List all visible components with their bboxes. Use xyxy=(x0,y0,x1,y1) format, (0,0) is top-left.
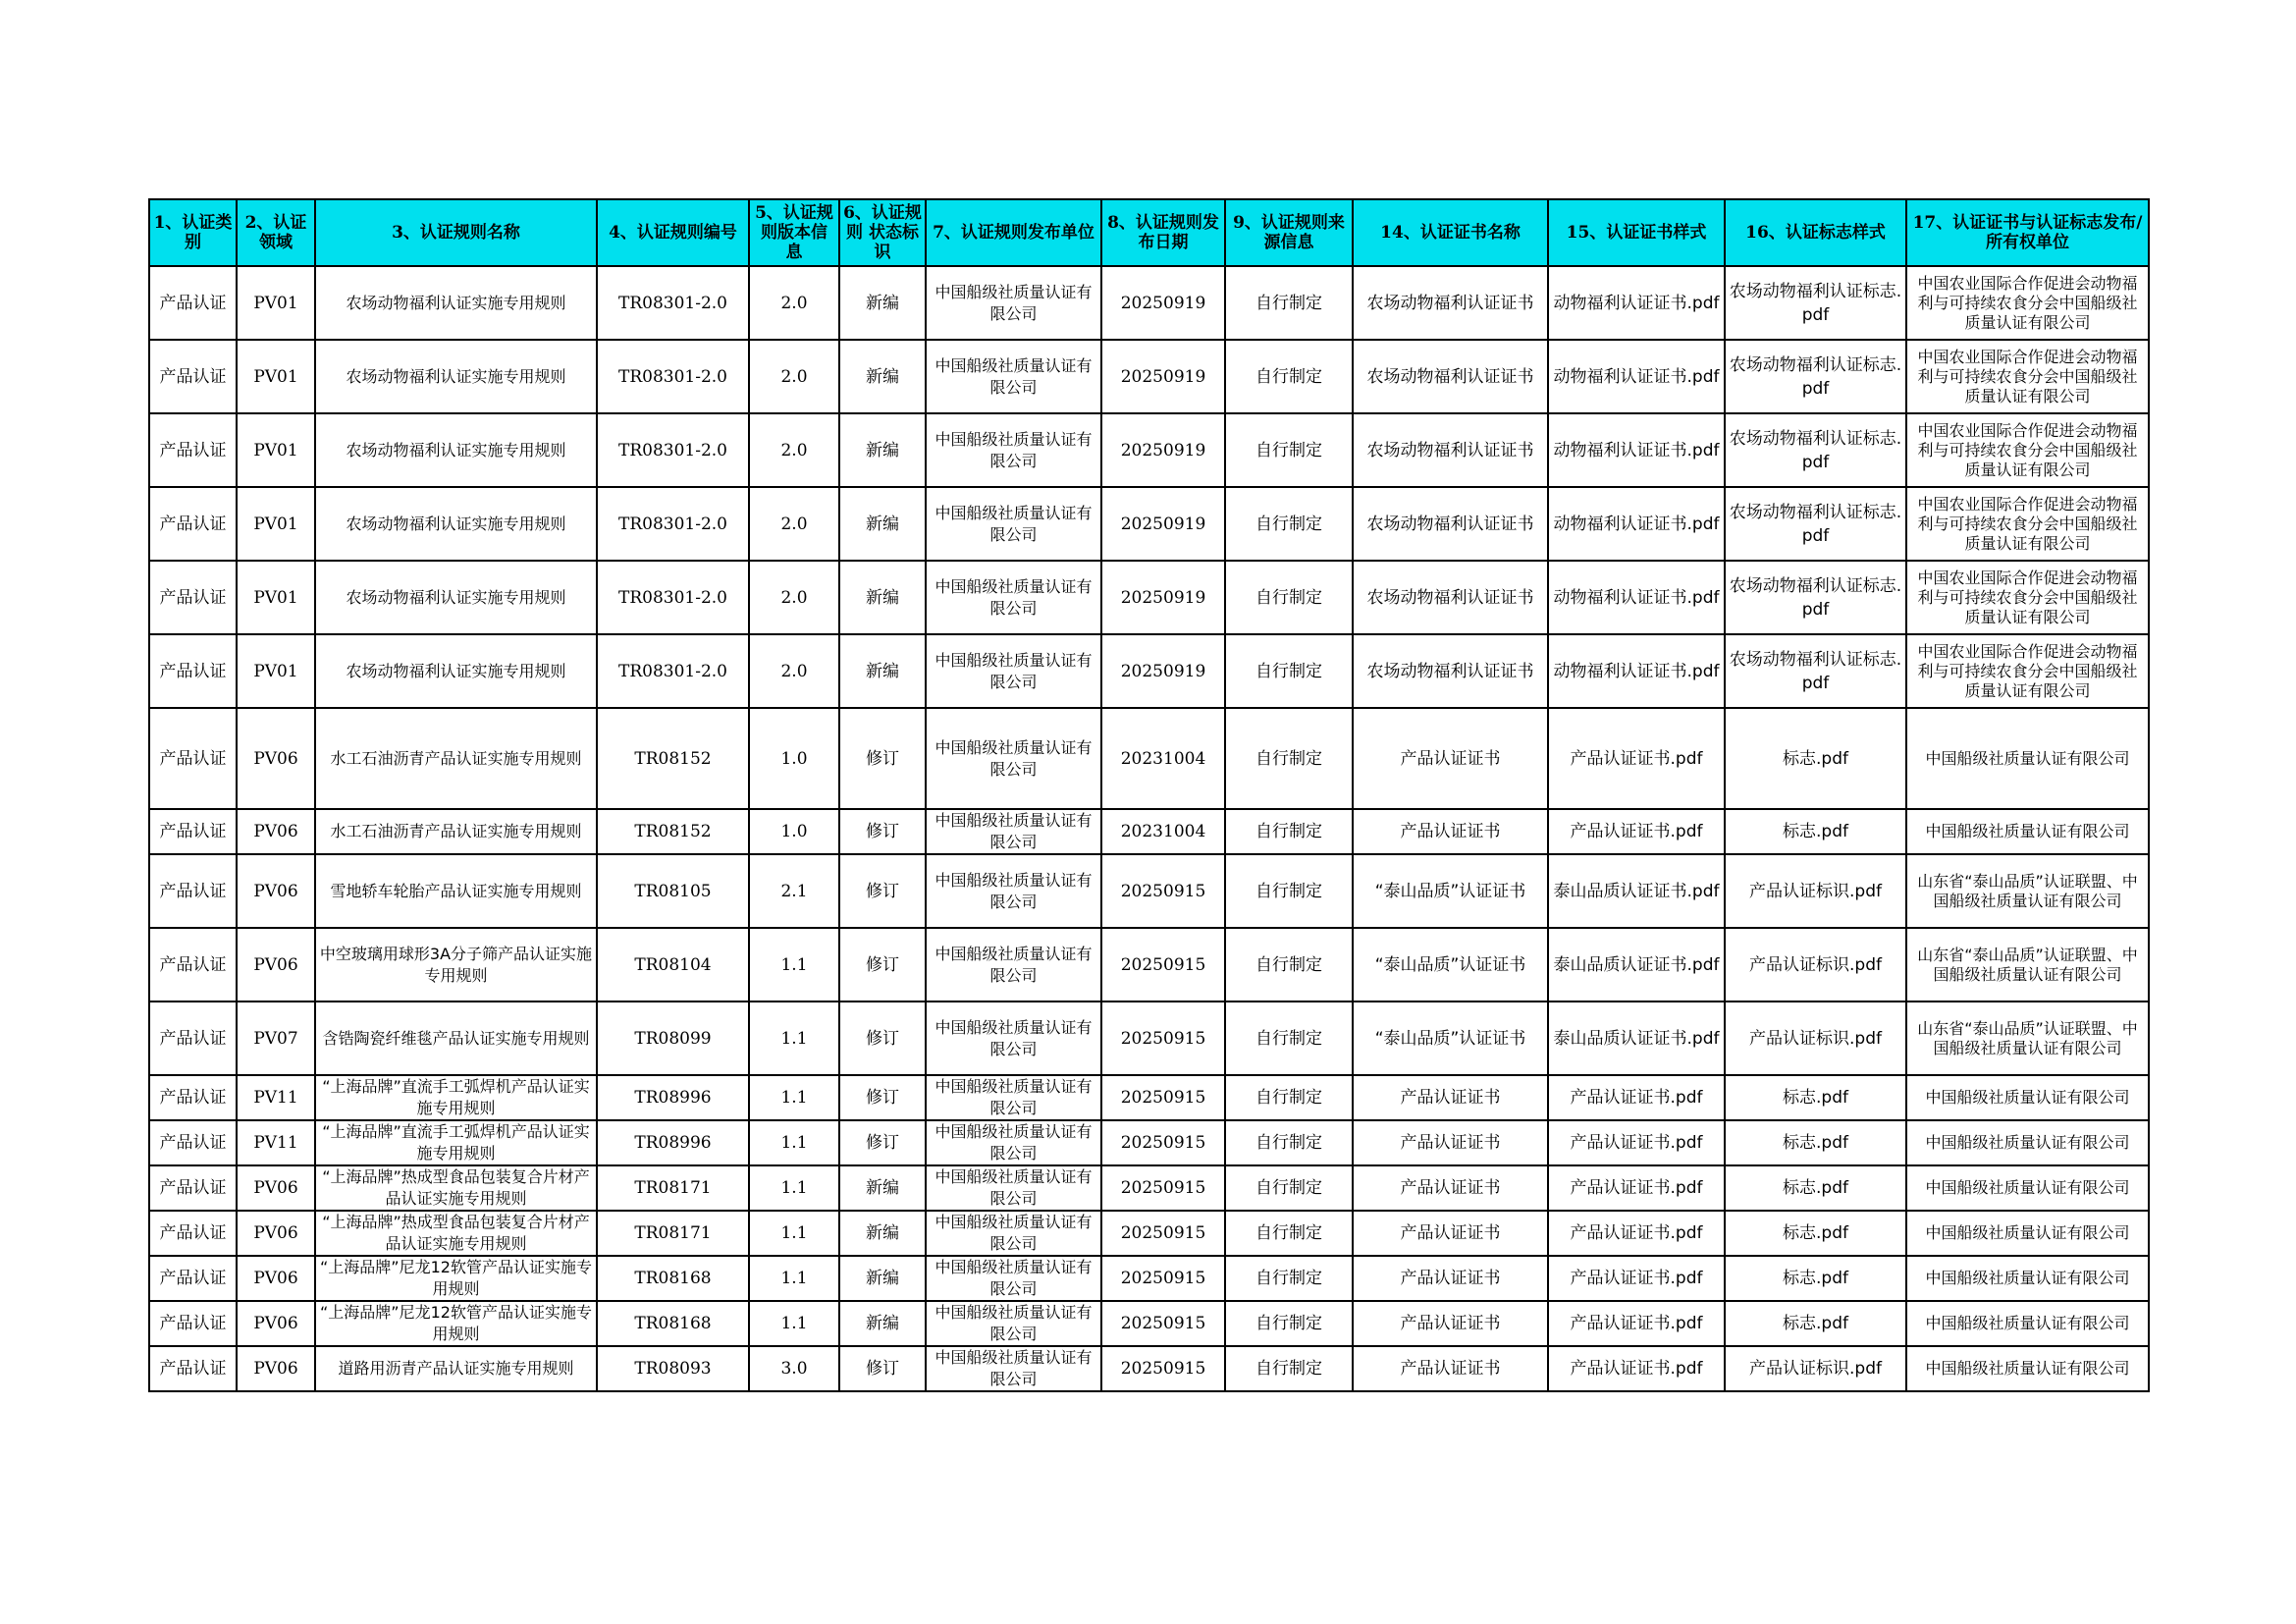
rule-status-cell: 新编 xyxy=(839,413,926,487)
table-row xyxy=(149,1075,2149,1120)
rule-issuer-cell: 中国船级社质量认证有限公司 xyxy=(926,1346,1101,1391)
mark-style-cell: 标志.pdf xyxy=(1725,809,1906,854)
rule-name-cell: 农场动物福利认证实施专用规则 xyxy=(315,413,597,487)
table-row xyxy=(149,561,2149,634)
cert-name-cell: 产品认证证书 xyxy=(1353,1165,1548,1211)
rule-issuer-cell: 中国船级社质量认证有限公司 xyxy=(926,487,1101,561)
cert-name-cell: 产品认证证书 xyxy=(1353,708,1548,809)
cert-type-cell: 产品认证 xyxy=(149,413,237,487)
rule-name-cell: “上海品牌”热成型食品包装复合片材产品认证实施专用规则 xyxy=(315,1165,597,1211)
cert-style-cell: 产品认证证书.pdf xyxy=(1548,1256,1725,1301)
cert-type-cell: 产品认证 xyxy=(149,1001,237,1075)
table-row xyxy=(149,1346,2149,1391)
rule-issuer-cell: 中国船级社质量认证有限公司 xyxy=(926,1120,1101,1165)
cert-type-cell: 产品认证 xyxy=(149,1120,237,1165)
rule-source-cell: 自行制定 xyxy=(1225,1165,1353,1211)
mark-style-cell: 标志.pdf xyxy=(1725,1256,1906,1301)
table-row xyxy=(149,340,2149,413)
cert-type-cell: 产品认证 xyxy=(149,634,237,708)
header-rule-code: 4、认证规则编号 xyxy=(597,199,749,266)
rule-code-cell: TR08996 xyxy=(597,1120,749,1165)
rule-version-cell: 1.1 xyxy=(749,928,839,1001)
cert-field-cell: PV01 xyxy=(237,487,315,561)
rule-issuer-cell: 中国船级社质量认证有限公司 xyxy=(926,809,1101,854)
rule-status-cell: 新编 xyxy=(839,266,926,340)
cert-field-cell: PV01 xyxy=(237,634,315,708)
rule-version-cell: 2.1 xyxy=(749,854,839,928)
mark-style-cell: 农场动物福利认证标志.pdf xyxy=(1725,413,1906,487)
rule-source-cell: 自行制定 xyxy=(1225,1211,1353,1256)
rule-status-cell: 修订 xyxy=(839,1001,926,1075)
cert-field-cell: PV01 xyxy=(237,340,315,413)
rule-code-cell: TR08301-2.0 xyxy=(597,266,749,340)
rule-code-cell: TR08152 xyxy=(597,708,749,809)
header-rule-source: 9、认证规则来源信息 xyxy=(1225,199,1353,266)
mark-style-cell: 产品认证标识.pdf xyxy=(1725,1001,1906,1075)
rule-source-cell: 自行制定 xyxy=(1225,413,1353,487)
cert-field-cell: PV06 xyxy=(237,708,315,809)
owner-cell: 山东省“泰山品质”认证联盟、中国船级社质量认证有限公司 xyxy=(1906,928,2149,1001)
rule-version-cell: 1.1 xyxy=(749,1301,839,1346)
table-row xyxy=(149,928,2149,1001)
cert-field-cell: PV06 xyxy=(237,809,315,854)
rule-code-cell: TR08301-2.0 xyxy=(597,634,749,708)
mark-style-cell: 标志.pdf xyxy=(1725,1075,1906,1120)
cert-field-cell: PV06 xyxy=(237,1211,315,1256)
cert-name-cell: 农场动物福利认证证书 xyxy=(1353,413,1548,487)
rule-name-cell: 农场动物福利认证实施专用规则 xyxy=(315,561,597,634)
rule-source-cell: 自行制定 xyxy=(1225,1256,1353,1301)
rule-name-cell: 农场动物福利认证实施专用规则 xyxy=(315,634,597,708)
rule-version-cell: 3.0 xyxy=(749,1346,839,1391)
rule-issuer-cell: 中国船级社质量认证有限公司 xyxy=(926,1075,1101,1120)
rule-code-cell: TR08105 xyxy=(597,854,749,928)
rule-status-cell: 新编 xyxy=(839,561,926,634)
mark-style-cell: 农场动物福利认证标志.pdf xyxy=(1725,340,1906,413)
rule-date-cell: 20250919 xyxy=(1101,634,1225,708)
owner-cell: 中国船级社质量认证有限公司 xyxy=(1906,708,2149,809)
rule-version-cell: 1.1 xyxy=(749,1165,839,1211)
cert-style-cell: 泰山品质认证证书.pdf xyxy=(1548,1001,1725,1075)
rule-status-cell: 修订 xyxy=(839,1346,926,1391)
table-row xyxy=(149,1165,2149,1211)
cert-field-cell: PV06 xyxy=(237,1256,315,1301)
rule-status-cell: 修订 xyxy=(839,854,926,928)
rule-issuer-cell: 中国船级社质量认证有限公司 xyxy=(926,854,1101,928)
cert-type-cell: 产品认证 xyxy=(149,1211,237,1256)
rule-name-cell: 农场动物福利认证实施专用规则 xyxy=(315,487,597,561)
rule-code-cell: TR08996 xyxy=(597,1075,749,1120)
mark-style-cell: 产品认证标识.pdf xyxy=(1725,1346,1906,1391)
table-row xyxy=(149,1120,2149,1165)
rule-issuer-cell: 中国船级社质量认证有限公司 xyxy=(926,266,1101,340)
cert-name-cell: 产品认证证书 xyxy=(1353,1301,1548,1346)
rule-issuer-cell: 中国船级社质量认证有限公司 xyxy=(926,340,1101,413)
rule-date-cell: 20250915 xyxy=(1101,1301,1225,1346)
cert-type-cell: 产品认证 xyxy=(149,1301,237,1346)
rule-code-cell: TR08171 xyxy=(597,1165,749,1211)
rule-date-cell: 20250915 xyxy=(1101,854,1225,928)
rule-issuer-cell: 中国船级社质量认证有限公司 xyxy=(926,634,1101,708)
cert-name-cell: “泰山品质”认证证书 xyxy=(1353,928,1548,1001)
header-rule-status: 6、认证规则 状态标识 xyxy=(839,199,926,266)
rule-version-cell: 1.1 xyxy=(749,1120,839,1165)
rule-version-cell: 2.0 xyxy=(749,413,839,487)
rule-date-cell: 20250919 xyxy=(1101,413,1225,487)
rule-code-cell: TR08093 xyxy=(597,1346,749,1391)
rule-date-cell: 20231004 xyxy=(1101,708,1225,809)
rule-source-cell: 自行制定 xyxy=(1225,1120,1353,1165)
cert-name-cell: 产品认证证书 xyxy=(1353,1075,1548,1120)
rule-date-cell: 20250915 xyxy=(1101,928,1225,1001)
rule-code-cell: TR08152 xyxy=(597,809,749,854)
rule-version-cell: 2.0 xyxy=(749,266,839,340)
cert-style-cell: 产品认证证书.pdf xyxy=(1548,1165,1725,1211)
cert-name-cell: “泰山品质”认证证书 xyxy=(1353,854,1548,928)
cert-type-cell: 产品认证 xyxy=(149,1165,237,1211)
rule-name-cell: 农场动物福利认证实施专用规则 xyxy=(315,266,597,340)
rule-version-cell: 1.1 xyxy=(749,1001,839,1075)
rule-name-cell: 中空玻璃用球形3A分子筛产品认证实施专用规则 xyxy=(315,928,597,1001)
cert-style-cell: 产品认证证书.pdf xyxy=(1548,1301,1725,1346)
rule-version-cell: 1.1 xyxy=(749,1075,839,1120)
cert-field-cell: PV06 xyxy=(237,854,315,928)
table-row xyxy=(149,854,2149,928)
rule-date-cell: 20250915 xyxy=(1101,1165,1225,1211)
rule-date-cell: 20250915 xyxy=(1101,1001,1225,1075)
mark-style-cell: 农场动物福利认证标志.pdf xyxy=(1725,634,1906,708)
rule-code-cell: TR08168 xyxy=(597,1256,749,1301)
cert-name-cell: 农场动物福利认证证书 xyxy=(1353,561,1548,634)
rule-name-cell: “上海品牌”直流手工弧焊机产品认证实施专用规则 xyxy=(315,1120,597,1165)
rule-name-cell: 道路用沥青产品认证实施专用规则 xyxy=(315,1346,597,1391)
rule-name-cell: 水工石油沥青产品认证实施专用规则 xyxy=(315,708,597,809)
mark-style-cell: 农场动物福利认证标志.pdf xyxy=(1725,561,1906,634)
rule-status-cell: 修订 xyxy=(839,928,926,1001)
rule-status-cell: 新编 xyxy=(839,1211,926,1256)
rule-code-cell: TR08301-2.0 xyxy=(597,487,749,561)
rule-name-cell: “上海品牌”热成型食品包装复合片材产品认证实施专用规则 xyxy=(315,1211,597,1256)
owner-cell: 中国农业国际合作促进会动物福利与可持续农食分会中国船级社质量认证有限公司 xyxy=(1906,634,2149,708)
cert-name-cell: 农场动物福利认证证书 xyxy=(1353,487,1548,561)
cert-style-cell: 泰山品质认证证书.pdf xyxy=(1548,854,1725,928)
cert-name-cell: 农场动物福利认证证书 xyxy=(1353,340,1548,413)
cert-name-cell: 农场动物福利认证证书 xyxy=(1353,266,1548,340)
rule-code-cell: TR08301-2.0 xyxy=(597,413,749,487)
cert-name-cell: 产品认证证书 xyxy=(1353,1211,1548,1256)
owner-cell: 中国农业国际合作促进会动物福利与可持续农食分会中国船级社质量认证有限公司 xyxy=(1906,266,2149,340)
table-row xyxy=(149,1211,2149,1256)
rule-issuer-cell: 中国船级社质量认证有限公司 xyxy=(926,561,1101,634)
cert-type-cell: 产品认证 xyxy=(149,561,237,634)
rule-status-cell: 新编 xyxy=(839,1256,926,1301)
cert-type-cell: 产品认证 xyxy=(149,928,237,1001)
table-row xyxy=(149,487,2149,561)
rule-date-cell: 20250919 xyxy=(1101,561,1225,634)
owner-cell: 中国农业国际合作促进会动物福利与可持续农食分会中国船级社质量认证有限公司 xyxy=(1906,561,2149,634)
cert-field-cell: PV11 xyxy=(237,1120,315,1165)
cert-type-cell: 产品认证 xyxy=(149,854,237,928)
cert-style-cell: 动物福利认证证书.pdf xyxy=(1548,561,1725,634)
cert-style-cell: 动物福利认证证书.pdf xyxy=(1548,634,1725,708)
cert-name-cell: 产品认证证书 xyxy=(1353,1256,1548,1301)
rule-issuer-cell: 中国船级社质量认证有限公司 xyxy=(926,928,1101,1001)
rule-code-cell: TR08301-2.0 xyxy=(597,561,749,634)
cert-field-cell: PV06 xyxy=(237,928,315,1001)
rule-version-cell: 2.0 xyxy=(749,634,839,708)
header-cert-name: 14、认证证书名称 xyxy=(1353,199,1548,266)
header-cert-field: 2、认证领域 xyxy=(237,199,315,266)
mark-style-cell: 农场动物福利认证标志.pdf xyxy=(1725,266,1906,340)
rule-name-cell: “上海品牌”尼龙12软管产品认证实施专用规则 xyxy=(315,1256,597,1301)
rule-source-cell: 自行制定 xyxy=(1225,1001,1353,1075)
table-row xyxy=(149,708,2149,809)
header-owner: 17、认证证书与认证标志发布/所有权单位 xyxy=(1906,199,2149,266)
rule-version-cell: 1.1 xyxy=(749,1211,839,1256)
table-body xyxy=(149,266,2149,1391)
rule-status-cell: 修订 xyxy=(839,1075,926,1120)
owner-cell: 中国船级社质量认证有限公司 xyxy=(1906,1346,2149,1391)
table-row xyxy=(149,1001,2149,1075)
table-row xyxy=(149,634,2149,708)
header-cert-style: 15、认证证书样式 xyxy=(1548,199,1725,266)
rule-status-cell: 新编 xyxy=(839,1301,926,1346)
rule-name-cell: 雪地轿车轮胎产品认证实施专用规则 xyxy=(315,854,597,928)
cert-style-cell: 动物福利认证证书.pdf xyxy=(1548,413,1725,487)
rule-status-cell: 新编 xyxy=(839,634,926,708)
mark-style-cell: 产品认证标识.pdf xyxy=(1725,854,1906,928)
mark-style-cell: 农场动物福利认证标志.pdf xyxy=(1725,487,1906,561)
header-rule-issuer: 7、认证规则发布单位 xyxy=(926,199,1101,266)
rule-issuer-cell: 中国船级社质量认证有限公司 xyxy=(926,1301,1101,1346)
cert-style-cell: 产品认证证书.pdf xyxy=(1548,1346,1725,1391)
rule-date-cell: 20250915 xyxy=(1101,1256,1225,1301)
rule-version-cell: 2.0 xyxy=(749,340,839,413)
rule-date-cell: 20250919 xyxy=(1101,266,1225,340)
cert-field-cell: PV01 xyxy=(237,561,315,634)
table-row xyxy=(149,1256,2149,1301)
rule-issuer-cell: 中国船级社质量认证有限公司 xyxy=(926,1256,1101,1301)
header-mark-style: 16、认证标志样式 xyxy=(1725,199,1906,266)
cert-field-cell: PV06 xyxy=(237,1301,315,1346)
mark-style-cell: 产品认证标识.pdf xyxy=(1725,928,1906,1001)
header-rule-version: 5、认证规则版本信息 xyxy=(749,199,839,266)
rule-source-cell: 自行制定 xyxy=(1225,266,1353,340)
rule-issuer-cell: 中国船级社质量认证有限公司 xyxy=(926,1165,1101,1211)
cert-style-cell: 产品认证证书.pdf xyxy=(1548,1075,1725,1120)
mark-style-cell: 标志.pdf xyxy=(1725,1165,1906,1211)
owner-cell: 中国农业国际合作促进会动物福利与可持续农食分会中国船级社质量认证有限公司 xyxy=(1906,413,2149,487)
rule-date-cell: 20231004 xyxy=(1101,809,1225,854)
rule-code-cell: TR08104 xyxy=(597,928,749,1001)
mark-style-cell: 标志.pdf xyxy=(1725,708,1906,809)
owner-cell: 中国农业国际合作促进会动物福利与可持续农食分会中国船级社质量认证有限公司 xyxy=(1906,340,2149,413)
rule-code-cell: TR08301-2.0 xyxy=(597,340,749,413)
rule-version-cell: 2.0 xyxy=(749,487,839,561)
mark-style-cell: 标志.pdf xyxy=(1725,1120,1906,1165)
rule-name-cell: 水工石油沥青产品认证实施专用规则 xyxy=(315,809,597,854)
owner-cell: 中国船级社质量认证有限公司 xyxy=(1906,1256,2149,1301)
cert-style-cell: 产品认证证书.pdf xyxy=(1548,1211,1725,1256)
rule-code-cell: TR08099 xyxy=(597,1001,749,1075)
cert-type-cell: 产品认证 xyxy=(149,266,237,340)
rule-source-cell: 自行制定 xyxy=(1225,634,1353,708)
owner-cell: 中国船级社质量认证有限公司 xyxy=(1906,1211,2149,1256)
cert-type-cell: 产品认证 xyxy=(149,1346,237,1391)
cert-style-cell: 产品认证证书.pdf xyxy=(1548,809,1725,854)
cert-field-cell: PV07 xyxy=(237,1001,315,1075)
rule-date-cell: 20250915 xyxy=(1101,1075,1225,1120)
rule-code-cell: TR08171 xyxy=(597,1211,749,1256)
rule-source-cell: 自行制定 xyxy=(1225,340,1353,413)
rule-source-cell: 自行制定 xyxy=(1225,1301,1353,1346)
header-row xyxy=(149,199,2149,266)
rule-name-cell: 含锆陶瓷纤维毯产品认证实施专用规则 xyxy=(315,1001,597,1075)
rule-code-cell: TR08168 xyxy=(597,1301,749,1346)
cert-style-cell: 动物福利认证证书.pdf xyxy=(1548,340,1725,413)
rule-source-cell: 自行制定 xyxy=(1225,809,1353,854)
rule-source-cell: 自行制定 xyxy=(1225,1075,1353,1120)
rule-status-cell: 修订 xyxy=(839,708,926,809)
rule-issuer-cell: 中国船级社质量认证有限公司 xyxy=(926,1001,1101,1075)
rule-issuer-cell: 中国船级社质量认证有限公司 xyxy=(926,1211,1101,1256)
rule-source-cell: 自行制定 xyxy=(1225,561,1353,634)
rule-status-cell: 修订 xyxy=(839,809,926,854)
cert-field-cell: PV01 xyxy=(237,413,315,487)
cert-name-cell: 产品认证证书 xyxy=(1353,1120,1548,1165)
rule-source-cell: 自行制定 xyxy=(1225,708,1353,809)
rule-issuer-cell: 中国船级社质量认证有限公司 xyxy=(926,413,1101,487)
cert-type-cell: 产品认证 xyxy=(149,487,237,561)
cert-field-cell: PV06 xyxy=(237,1346,315,1391)
owner-cell: 中国船级社质量认证有限公司 xyxy=(1906,1120,2149,1165)
header-rule-date: 8、认证规则发布日期 xyxy=(1101,199,1225,266)
cert-field-cell: PV01 xyxy=(237,266,315,340)
cert-type-cell: 产品认证 xyxy=(149,1075,237,1120)
cert-type-cell: 产品认证 xyxy=(149,340,237,413)
owner-cell: 中国船级社质量认证有限公司 xyxy=(1906,1075,2149,1120)
rule-name-cell: 农场动物福利认证实施专用规则 xyxy=(315,340,597,413)
owner-cell: 中国船级社质量认证有限公司 xyxy=(1906,809,2149,854)
mark-style-cell: 标志.pdf xyxy=(1725,1301,1906,1346)
cert-style-cell: 泰山品质认证证书.pdf xyxy=(1548,928,1725,1001)
rule-status-cell: 新编 xyxy=(839,340,926,413)
cert-style-cell: 动物福利认证证书.pdf xyxy=(1548,487,1725,561)
mark-style-cell: 标志.pdf xyxy=(1725,1211,1906,1256)
cert-style-cell: 产品认证证书.pdf xyxy=(1548,708,1725,809)
certification-rules-table xyxy=(148,198,2150,1392)
header-rule-name: 3、认证规则名称 xyxy=(315,199,597,266)
cert-style-cell: 动物福利认证证书.pdf xyxy=(1548,266,1725,340)
rule-date-cell: 20250919 xyxy=(1101,340,1225,413)
rule-date-cell: 20250915 xyxy=(1101,1346,1225,1391)
owner-cell: 山东省“泰山品质”认证联盟、中国船级社质量认证有限公司 xyxy=(1906,1001,2149,1075)
cert-name-cell: 产品认证证书 xyxy=(1353,1346,1548,1391)
rule-date-cell: 20250919 xyxy=(1101,487,1225,561)
rule-name-cell: “上海品牌”尼龙12软管产品认证实施专用规则 xyxy=(315,1301,597,1346)
rule-status-cell: 新编 xyxy=(839,1165,926,1211)
table-row xyxy=(149,809,2149,854)
cert-name-cell: 产品认证证书 xyxy=(1353,809,1548,854)
rule-status-cell: 修订 xyxy=(839,1120,926,1165)
table-row xyxy=(149,266,2149,340)
cert-name-cell: “泰山品质”认证证书 xyxy=(1353,1001,1548,1075)
cert-field-cell: PV11 xyxy=(237,1075,315,1120)
header-cert-type: 1、认证类别 xyxy=(149,199,237,266)
rule-version-cell: 1.0 xyxy=(749,809,839,854)
rule-date-cell: 20250915 xyxy=(1101,1211,1225,1256)
rule-issuer-cell: 中国船级社质量认证有限公司 xyxy=(926,708,1101,809)
cert-field-cell: PV06 xyxy=(237,1165,315,1211)
owner-cell: 中国农业国际合作促进会动物福利与可持续农食分会中国船级社质量认证有限公司 xyxy=(1906,487,2149,561)
rule-date-cell: 20250915 xyxy=(1101,1120,1225,1165)
rule-status-cell: 新编 xyxy=(839,487,926,561)
cert-type-cell: 产品认证 xyxy=(149,1256,237,1301)
cert-style-cell: 产品认证证书.pdf xyxy=(1548,1120,1725,1165)
rule-name-cell: “上海品牌”直流手工弧焊机产品认证实施专用规则 xyxy=(315,1075,597,1120)
rule-version-cell: 1.0 xyxy=(749,708,839,809)
table-row xyxy=(149,1301,2149,1346)
owner-cell: 中国船级社质量认证有限公司 xyxy=(1906,1165,2149,1211)
cert-name-cell: 农场动物福利认证证书 xyxy=(1353,634,1548,708)
rule-source-cell: 自行制定 xyxy=(1225,854,1353,928)
cert-type-cell: 产品认证 xyxy=(149,809,237,854)
rule-source-cell: 自行制定 xyxy=(1225,1346,1353,1391)
rule-version-cell: 2.0 xyxy=(749,561,839,634)
table-row xyxy=(149,413,2149,487)
rule-source-cell: 自行制定 xyxy=(1225,487,1353,561)
cert-type-cell: 产品认证 xyxy=(149,708,237,809)
rule-version-cell: 1.1 xyxy=(749,1256,839,1301)
rule-source-cell: 自行制定 xyxy=(1225,928,1353,1001)
owner-cell: 山东省“泰山品质”认证联盟、中国船级社质量认证有限公司 xyxy=(1906,854,2149,928)
owner-cell: 中国船级社质量认证有限公司 xyxy=(1906,1301,2149,1346)
